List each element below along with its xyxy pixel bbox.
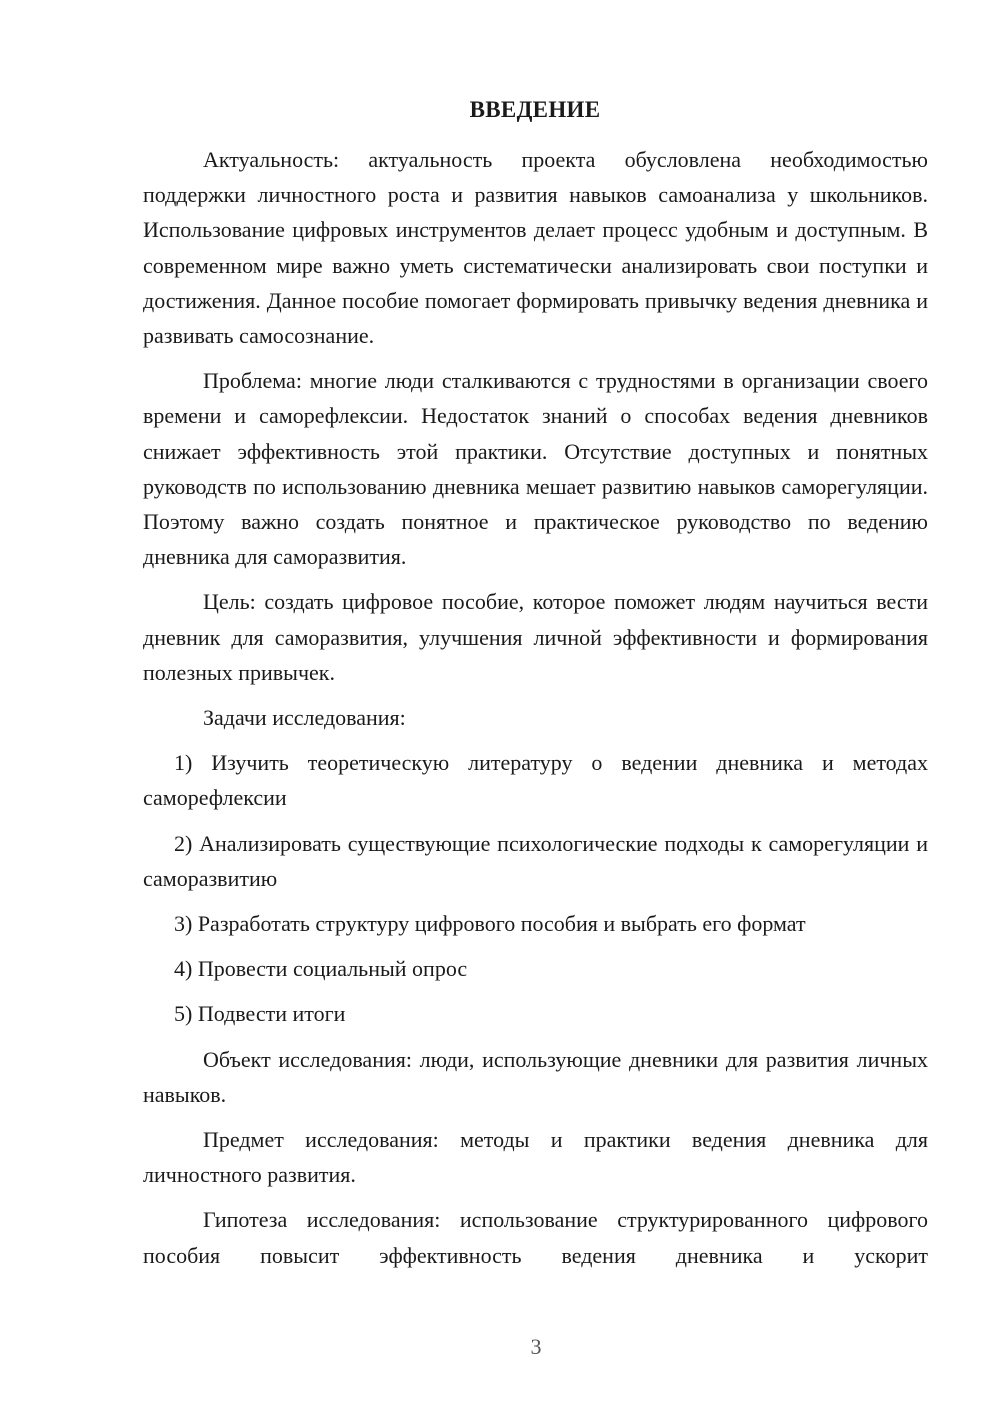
paragraph-problem: Проблема: многие люди сталкиваются с трудностями в организации своего времени и саморефлексии. Недостаток знаний о способах ведения дневников снижает эффективность этой практики. Отсутствие доступных и понятных руководств по использованию дневника мешает развитию навыков саморегуляции. Поэтому важно создать понятное и практическое руководство по ведению дневника для саморазвития.: [143, 368, 928, 570]
paragraph-subject: Предмет исследования: методы и практики ведения дневника для личностного развития.: [143, 1127, 928, 1188]
task-item-4: 4) Провести социальный опрос: [174, 956, 468, 982]
paragraph-goal: Цель: создать цифровое пособие, которое поможет людям научиться вести дневник для саморазвития, улучшения личной эффективности и формирования полезных привычек.: [143, 589, 928, 685]
paragraph-relevance: Актуальность: актуальность проекта обусловлена необходимостью поддержки личностного роста и развития навыков самоанализа у школьников. Использование цифровых инструментов делает процесс удобным и доступным. В современном мире важно уметь систематически анализировать свои поступки и достижения. Данное пособие помогает формировать привычку ведения дневника и развивать самосознание.: [143, 147, 928, 349]
task-item-2: 2) Анализировать существующие психологические подходы к саморегуляции и саморазвитию: [143, 830, 928, 891]
page-content: [143, 142, 928, 1283]
task-item-5: 5) Подвести итоги: [174, 1001, 346, 1027]
paragraph-hypothesis: Гипотеза исследования: использование структурированного цифрового пособия повысит эффективность ведения дневника и ускорит: [143, 1207, 928, 1268]
tasks-heading: Задачи исследования:: [203, 705, 406, 731]
section-title: ВВЕДЕНИЕ: [469, 97, 601, 122]
task-item-1: 1) Изучить теоретическую литературу о ведении дневника и методах саморефлексии: [143, 750, 928, 811]
task-item-3: 3) Разработать структуру цифрового пособия и выбрать его формат: [174, 911, 806, 937]
page-number: 3: [530, 1334, 542, 1359]
paragraph-object: Объект исследования: люди, использующие дневники для развития личных навыков.: [143, 1046, 928, 1107]
